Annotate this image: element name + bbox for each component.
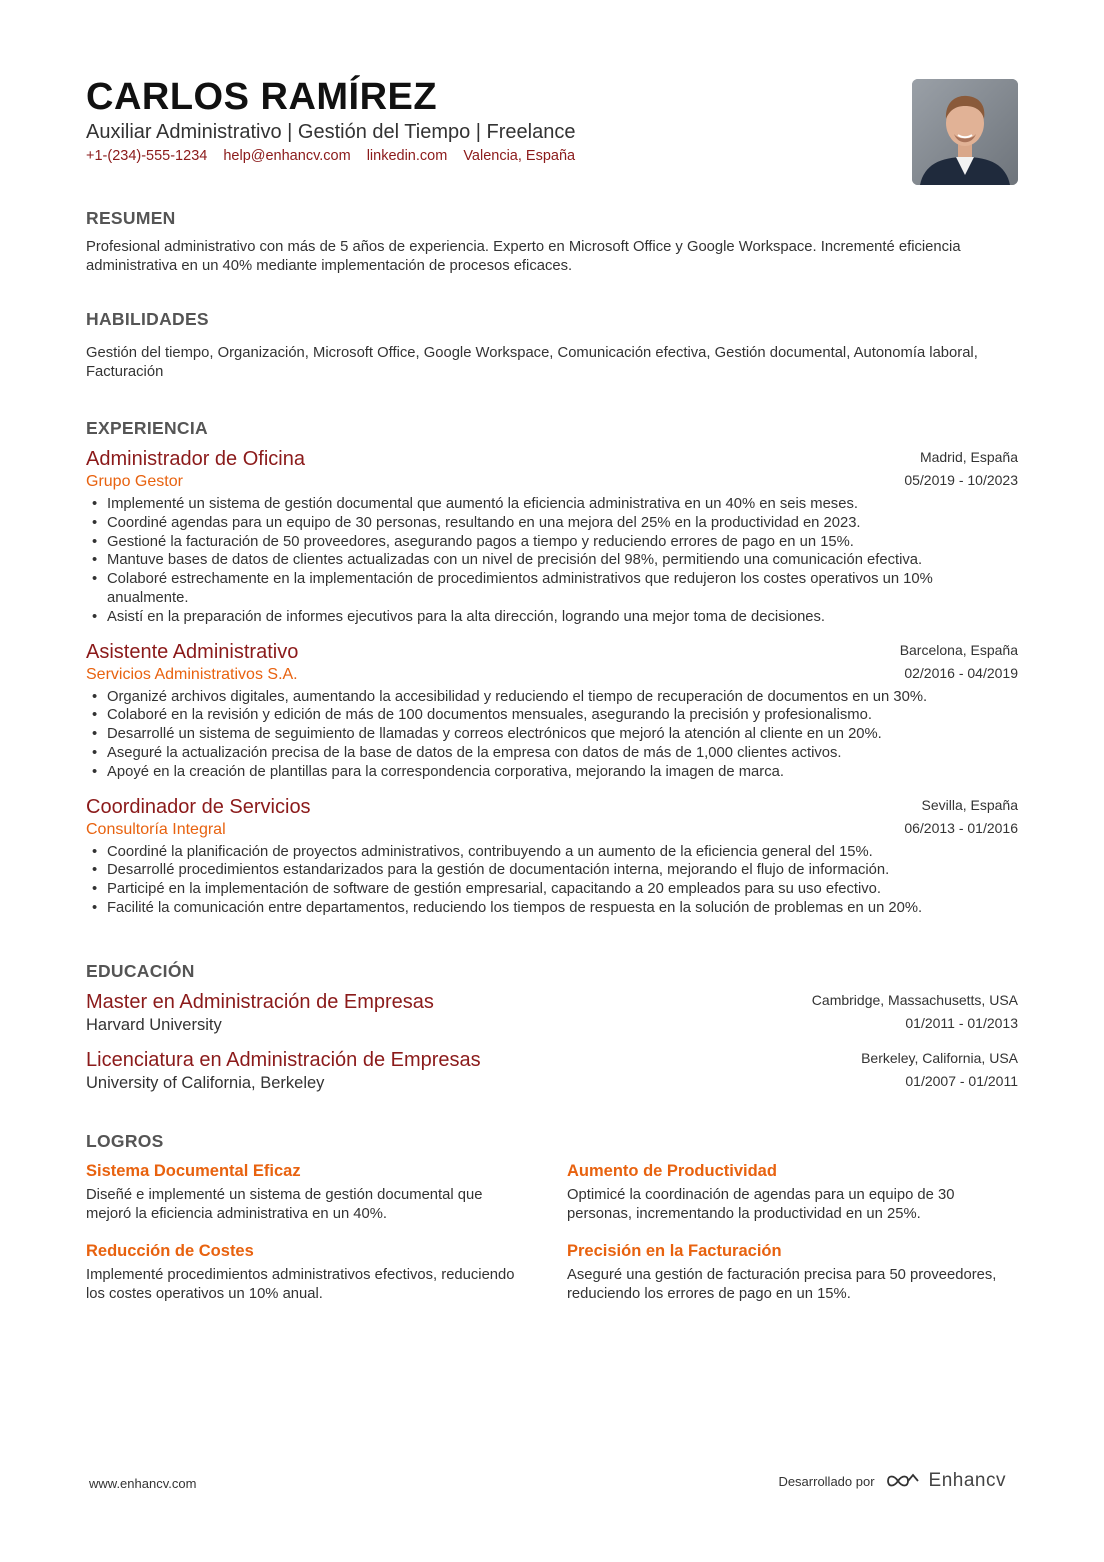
education-section [86,961,1018,1093]
profile-photo-icon [912,79,1018,185]
education-meta [812,989,1018,1035]
linkedin-link[interactable]: linkedin.com [366,148,448,164]
achievement-item [567,1162,1007,1224]
job-dates: 02/2016 - 04/2019 [904,664,1018,681]
powered-by-text: Desarrollado por [778,1473,875,1489]
achievement-text: Aseguré una gestión de facturación precisa para 50 proveedores, reduciendo los errores de pago en un 15%. [567,1267,997,1302]
achievement-text: Diseñé e implementé un sistema de gestión documental que mejoró la eficiencia administrativa en un 40%. [86,1187,483,1222]
achievements-title: LOGROS [86,1131,164,1151]
bullet-item: • Participé en la implementación de software de gestión empresarial, capacitando a 20 empleados para su uso efectivo. [86,880,1018,899]
resume-content [86,0,1018,1302]
headline: Auxiliar Administrativo | Gestión del Tiempo | Freelance [86,121,576,143]
job-bullets [86,688,1018,782]
job-meta [904,446,1018,492]
job-company: Servicios Administrativos S.A. [86,665,298,683]
job-entry [86,448,1018,627]
summary-section [86,208,1018,276]
bullet-item: • Gestioné la facturación de 50 proveedores, asegurando pagos a tiempo y reduciendo errores de pago en un 15%. [86,533,1018,552]
education-dates: 01/2011 - 01/2013 [905,1015,1018,1031]
phone-link[interactable]: +1-(234)-555-1234 [86,148,208,164]
job-title: Administrador de Oficina [86,448,305,470]
bullet-item: • Colaboré en la revisión y edición de más de 100 documentos mensuales, asegurando la precisión y profesionalismo. [86,706,1018,725]
education-meta [861,1047,1018,1093]
job-company: Consultoría Integral [86,820,226,838]
achievements-grid [86,1162,1018,1322]
bullet-item: • Colaboré estrechamente en la implementación de procedimientos administrativos que redujeron los costes operativos un 10% anualmente. [86,570,1018,608]
job-entry [86,796,1018,918]
achievement-text: Optimicé la coordinación de agendas para un equipo de 30 personas, incrementando la productividad en un 25%. [567,1187,955,1222]
achievement-item [86,1162,526,1224]
job-entry [86,641,1018,782]
job-dates: 06/2013 - 01/2016 [904,819,1018,836]
skills-title: HABILIDADES [86,309,209,329]
bullet-item: • Organizé archivos digitales, aumentando la accesibilidad y reduciendo el tiempo de recuperación de documentos en un 30%. [86,688,1018,707]
education-entry [86,991,1018,1035]
achievement-item [86,1242,526,1304]
job-location: Barcelona, España [899,641,1018,658]
degree-title: Master en Administración de Empresas [86,991,434,1013]
bullet-item: • Mantuve bases de datos de clientes actualizadas con un nivel de precisión del 98%, permitiendo una comunicación efectiva. [86,551,1018,570]
bullet-item: • Aseguré la actualización precisa de la base de datos de la empresa con datos de más de 1,000 clientes activos. [86,744,1018,763]
school-name: Harvard University [86,1016,222,1034]
job-bullets [86,843,1018,918]
education-dates: 01/2007 - 01/2011 [905,1073,1018,1089]
job-location: Madrid, España [919,449,1018,465]
job-dates: 05/2019 - 10/2023 [904,472,1018,488]
summary-text: Profesional administrativo con más de 5 años de experiencia. Experto en Microsoft Office y Google Workspace. Incrementé eficiencia administrativa en un 40% mediante implementación de procesos eficaces. [86,239,961,274]
skills-section [86,309,1018,382]
bullet-item: • Implementé un sistema de gestión documental que aumentó la eficiencia administrativa en un 40% en seis meses. [86,495,1018,514]
enhancv-logo-icon [885,1471,921,1491]
achievement-text: Implementé procedimientos administrativos efectivos, reduciendo los costes operativos un 10% anual. [86,1267,515,1302]
bullet-item: • Desarrollé procedimientos estandarizados para la gestión de documentación interna, mejorando el flujo de información. [86,861,1018,880]
contact-bar [86,148,587,164]
experience-title: EXPERIENCIA [86,418,208,438]
achievements-section [86,1131,1018,1322]
enhancv-brand[interactable]: Enhancv [928,1470,1006,1491]
job-title: Asistente Administrativo [86,640,299,663]
school-name: University of California, Berkeley [86,1074,325,1092]
achievement-item [567,1242,1007,1304]
job-title: Coordinador de Servicios [86,795,311,818]
skills-text: Gestión del tiempo, Organización, Microsoft Office, Google Workspace, Comunicación efectiva, Gestión documental, Autonomía laboral, Facturación [86,345,978,380]
job-company: Grupo Gestor [86,473,183,490]
bullet-item: • Facilité la comunicación entre departamentos, reduciendo los tiempos de respuesta en la solución de problemas en un 20%. [86,899,1018,918]
bullet-item: • Coordiné la planificación de proyectos administrativos, contribuyendo a un aumento de la eficiencia general del 15%. [86,843,1018,862]
achievement-title: Sistema Documental Eficaz [86,1162,301,1180]
bullet-item: • Coordiné agendas para un equipo de 30 personas, resultando en una mejora del 25% en la productividad en 2023. [86,514,1018,533]
achievement-title: Reducción de Costes [86,1242,254,1260]
job-location: Sevilla, España [921,796,1018,813]
email-link[interactable]: help@enhancv.com [223,148,351,164]
header [86,0,1018,190]
achievement-title: Aumento de Productividad [567,1162,777,1180]
education-location: Cambridge, Massachusetts, USA [811,992,1018,1008]
education-entry [86,1049,1018,1093]
footer-website[interactable]: www.enhancv.com [89,1476,197,1491]
footer-branding [778,1470,1006,1492]
achievement-title: Precisión en la Facturación [567,1242,782,1260]
degree-title: Licenciatura en Administración de Empresas [86,1049,481,1071]
location-text: Valencia, España [463,148,576,164]
education-title: EDUCACIÓN [86,961,195,981]
candidate-name: CARLOS RAMÍREZ [86,76,438,118]
profile-photo [912,79,1018,185]
experience-section [86,418,1018,918]
bullet-item: • Asistí en la preparación de informes ejecutivos para la alta dirección, logrando una mejor toma de decisiones. [86,608,1018,627]
summary-title: RESUMEN [86,208,176,228]
bullet-item: • Desarrollé un sistema de seguimiento de llamadas y correos electrónicos que mejoró la atención al cliente en un 20%. [86,725,1018,744]
bullet-item: • Apoyé en la creación de plantillas para la correspondencia corporativa, mejorando la imagen de marca. [86,763,1018,782]
job-meta [900,639,1018,685]
job-meta [904,794,1018,840]
education-location: Berkeley, California, USA [861,1050,1018,1066]
job-bullets [86,495,1018,627]
